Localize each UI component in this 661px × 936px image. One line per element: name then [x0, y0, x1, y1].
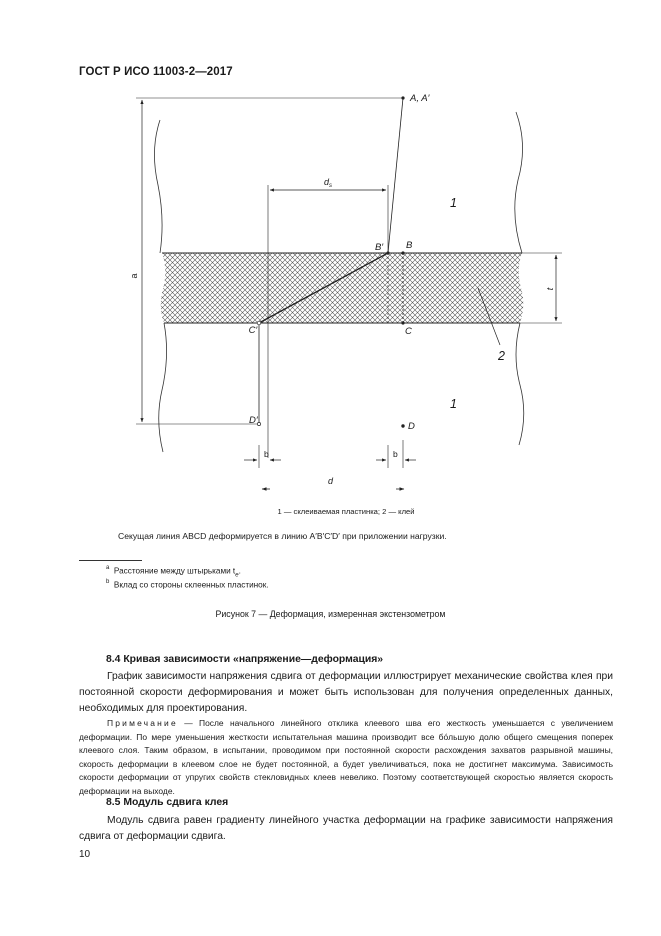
label-a: a	[129, 273, 139, 279]
point-B-marker	[401, 251, 404, 254]
label-A: A, A′	[410, 93, 430, 104]
label-b-left: b	[264, 449, 269, 459]
callout-1-top: 1	[450, 196, 457, 210]
label-b-right: b	[393, 449, 398, 459]
footnote-b	[106, 580, 269, 590]
footnote-a-marker: a	[106, 565, 110, 571]
figure-title: Рисунок 7 — Деформация, измеренная экстензометром	[215, 609, 446, 619]
section-8-4-heading: 8.4 Кривая зависимости «напряжение—деформация»	[106, 654, 384, 665]
point-C-marker	[401, 321, 404, 324]
label-D-prime: D′	[249, 415, 258, 426]
figure-legend: 1 — склеиваемая пластинка; 2 — клей	[277, 507, 415, 516]
point-D-marker	[401, 424, 404, 427]
footnote-b-marker: b	[106, 579, 110, 585]
point-A-marker	[401, 96, 404, 99]
point-B-prime-marker	[386, 251, 389, 254]
footnote-divider	[79, 560, 142, 561]
point-D-prime-marker	[257, 422, 260, 425]
section-8-4-note	[79, 717, 613, 799]
point-C-prime-marker	[257, 321, 261, 325]
footnote-a-text: Расстояние между штырьками t	[113, 566, 236, 576]
figure-description: Секущая линия ABCD деформируется в линию A′B′C′D′ при приложении нагрузки.	[118, 531, 447, 541]
line-A-prime-B-prime	[388, 98, 403, 253]
label-B-prime: B′	[375, 242, 384, 253]
label-ds: $d_s$	[324, 177, 333, 189]
callout-1-bottom: 1	[450, 397, 457, 411]
label-D: D	[408, 421, 415, 432]
label-C: C	[405, 326, 412, 337]
section-8-4-paragraph: График зависимости напряжения сдвига от деформации иллюстрирует механические свойства клея при постоянной скорости деформирования и может быть использован для получения определенных данных, необходимых для проектирования.	[79, 671, 613, 715]
footnote-a-subscript: e	[235, 572, 239, 579]
label-d: d	[328, 476, 334, 486]
section-8-5-paragraph: Модуль сдвига равен градиенту линейного участка деформации на графике зависимости напряжения сдвига от деформации сдвига.	[79, 815, 613, 843]
footnote-a: $^a$ Расстояние между штырьками $t_e$.	[106, 565, 241, 579]
footnote-b-text: Вклад со стороны склеенных пластинок.	[113, 580, 269, 590]
label-C-prime: C′	[248, 325, 258, 336]
adhesive-layer	[161, 253, 524, 323]
label-B: B	[406, 240, 413, 251]
callout-2: 2	[498, 349, 505, 363]
note-text: — После начального линейного отклика клеевого шва его жесткость уменьшается с увеличением деформации. По мере уменьшения жесткости испытательная машина производит все бо́льшую долю общего смещения поперек клеевого слоя. Таким образом, в испытании, проводимом при постоянной скорости расхождения захватов разрывной машины, скорость деформации в клеевом слое не будет постоянной, а будет увеличиваться, пока не достигнет максимума. Зависимость скорости деформации от упругих свойств стекловидных клеев невелико. Поэтому соответствующей скоростью является скорость деформации на выходе.	[79, 718, 613, 796]
note-label: Примечание	[107, 718, 178, 728]
section-8-5-heading: 8.5 Модуль сдвига клея	[106, 797, 229, 808]
document-header: ГОСТ Р ИСО 11003-2—2017	[79, 66, 233, 78]
page-number: 10	[79, 849, 91, 860]
label-t: t	[545, 287, 555, 291]
